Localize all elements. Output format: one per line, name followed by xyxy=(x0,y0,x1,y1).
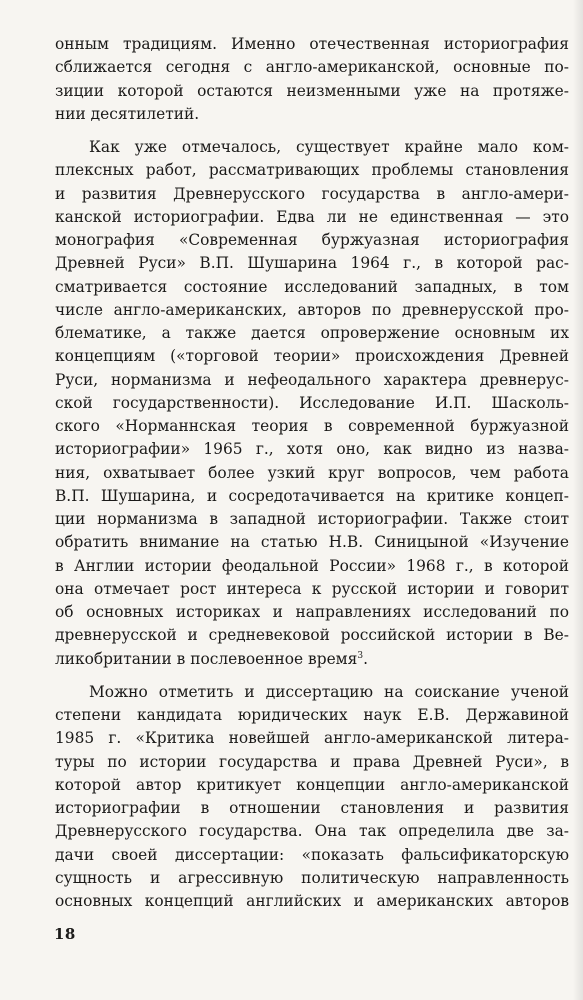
text-line: Руси, норманизма и нефеодального характера древнерус- xyxy=(55,370,569,389)
text-line: дачи своей диссертации: «показать фальсификаторскую xyxy=(55,845,569,864)
paragraph xyxy=(55,136,569,671)
text-line xyxy=(55,648,569,671)
text-line: Древней Руси» В.П. Шушарина 1964 г., в которой рас- xyxy=(55,254,569,273)
paragraph xyxy=(55,681,569,914)
text-line: туры по истории государства и права Древней Руси», в xyxy=(55,752,569,771)
line-trailing-punctuation: . xyxy=(363,649,369,668)
text-line: плексных работ, рассматривающих проблемы становления xyxy=(55,161,569,180)
text-line: зиции которой остаются неизменными уже на протяже- xyxy=(55,81,569,100)
footnote-marker[interactable]: 3 xyxy=(357,650,364,661)
paragraph-gap xyxy=(55,671,569,681)
text-line: Как уже отмечалось, существует крайне мало ком- xyxy=(89,138,569,156)
page-edge-shadow xyxy=(573,0,583,1000)
text-line: степени кандидата юридических наук Е.В. Державиной xyxy=(55,706,569,724)
text-line: Древнерусского государства. Она так определила две за- xyxy=(55,822,569,841)
paragraph-gap xyxy=(55,126,569,136)
text-line: ции норманизма в западной историографии. Также стоит xyxy=(55,510,569,528)
text-line: канской историографии. Едва ли не единственная — это xyxy=(55,207,569,226)
page-number: 18 xyxy=(54,925,76,943)
line-text: ликобритании в послевоенное время xyxy=(55,649,358,668)
text-line: сближается сегодня с англо-американской, основные по- xyxy=(55,58,569,77)
text-line: обратить внимание на статью Н.В. Синицыной «Изучение xyxy=(55,533,569,552)
text-line: историографии» 1965 г., хотя оно, как видно из назва- xyxy=(55,440,569,459)
text-line: историографии в отношении становления и развития xyxy=(55,799,569,817)
text-line: В.П. Шушарина, и сосредотачивается на критике концеп- xyxy=(55,486,569,505)
text-line: нии десятилетий. xyxy=(55,104,200,123)
text-line: монография «Современная буржуазная историография xyxy=(55,231,569,249)
text-line: и развития Древнерусского государства в англо-амери- xyxy=(55,184,569,203)
text-line: древнерусской и средневековой российской истории в Ве- xyxy=(55,626,569,645)
text-line: онным традициям. Именно отечественная историография xyxy=(55,35,569,53)
text-line: ния, охватывает более узкий круг вопросов, чем работа xyxy=(55,463,569,482)
paragraph xyxy=(55,33,569,126)
text-line: числе англо-американских, авторов по древнерусской про- xyxy=(55,300,569,319)
text-line: блематике, а также дается опровержение основным их xyxy=(55,324,569,342)
text-line: сущность и агрессивную политическую направленность xyxy=(55,868,569,887)
text-line: концепциям («торговой теории» происхождения Древней xyxy=(55,347,569,366)
text-line: основных концепций английских и американских авторов xyxy=(55,892,569,910)
text-line: сматривается состояние исследований западных, в том xyxy=(55,277,569,296)
text-line: в Англии истории феодальной России» 1968 г., в которой xyxy=(55,556,569,575)
text-line: она отмечает рост интереса к русской истории и говорит xyxy=(55,579,569,598)
text-line: ского «Норманнская теория в современной буржуазной xyxy=(55,417,569,435)
text-line: 1985 г. «Критика новейшей англо-американской литера- xyxy=(55,729,569,748)
text-line: об основных историках и направлениях исследований по xyxy=(55,603,569,621)
body-text xyxy=(55,33,569,913)
text-line: Можно отметить и диссертацию на соискание ученой xyxy=(89,682,569,701)
text-line: ской государственности). Исследование И.П. Шаскoль- xyxy=(55,393,569,412)
text-line: которой автор критикует концепции англо-американской xyxy=(55,775,569,794)
